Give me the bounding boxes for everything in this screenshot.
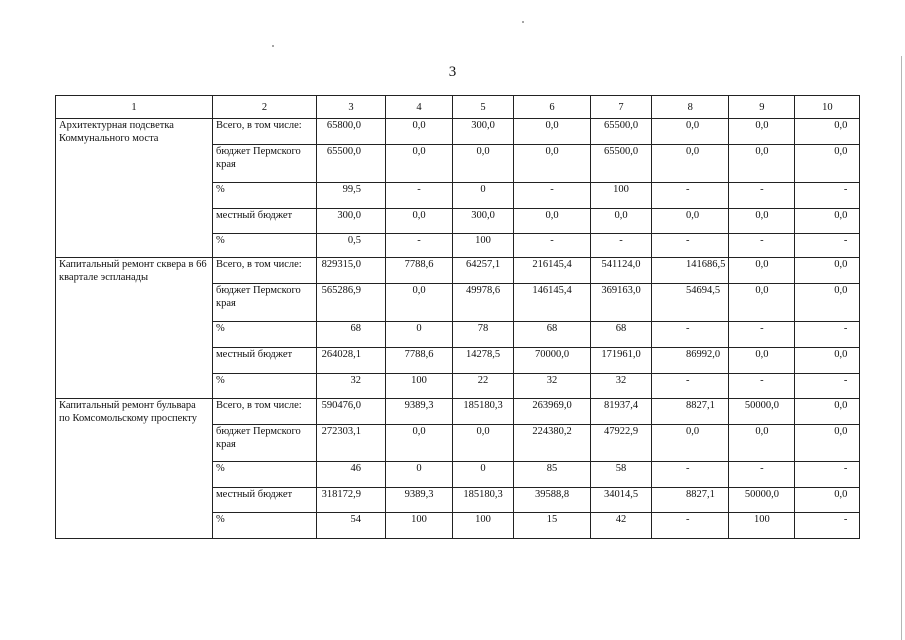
funding-type-cell: бюджет Пермского края <box>213 145 317 183</box>
value-cell-col-8: 0,0 <box>652 425 729 462</box>
value-cell-col-8: 8827,1 <box>652 488 729 513</box>
column-header: 5 <box>453 96 514 119</box>
value-cell-col-10: 0,0 <box>795 209 860 234</box>
value-cell-col-9: 50000,0 <box>729 399 795 425</box>
value-cell-col-9: 0,0 <box>729 425 795 462</box>
value-cell-col-6: 15 <box>514 513 591 539</box>
funding-type-cell: % <box>213 462 317 488</box>
value-cell-col-6: 263969,0 <box>514 399 591 425</box>
value-cell-col-5: 78 <box>453 322 514 348</box>
value-cell-col-5: 185180,3 <box>453 399 514 425</box>
table-row <box>56 399 860 425</box>
value-cell-col-6: 39588,8 <box>514 488 591 513</box>
value-cell-col-10: 0,0 <box>795 425 860 462</box>
value-cell-col-4: - <box>386 234 453 258</box>
funding-type-cell: Всего, в том числе: <box>213 119 317 145</box>
value-cell-col-8: 0,0 <box>652 119 729 145</box>
column-header: 6 <box>514 96 591 119</box>
value-cell-col-10: 0,0 <box>795 488 860 513</box>
value-cell-col-7: 0,0 <box>591 209 652 234</box>
funding-type-cell: % <box>213 234 317 258</box>
page-number: 3 <box>448 64 457 80</box>
value-cell-col-6: 85 <box>514 462 591 488</box>
value-cell-col-10: 0,0 <box>795 258 860 284</box>
value-cell-col-3: 300,0 <box>317 209 386 234</box>
value-cell-col-3: 65800,0 <box>317 119 386 145</box>
value-cell-col-6: 0,0 <box>514 209 591 234</box>
value-cell-col-10: 0,0 <box>795 399 860 425</box>
funding-type-cell: % <box>213 374 317 399</box>
project-name-cell: Архитектурная подсветка Коммунального моста <box>56 119 213 258</box>
value-cell-col-7: 369163,0 <box>591 284 652 322</box>
table-row <box>56 258 860 284</box>
value-cell-col-9: 50000,0 <box>729 488 795 513</box>
value-cell-col-9: 100 <box>729 513 795 539</box>
value-cell-col-3: 565286,9 <box>317 284 386 322</box>
table-row <box>56 119 860 145</box>
column-header: 10 <box>795 96 860 119</box>
value-cell-col-3: 68 <box>317 322 386 348</box>
value-cell-col-5: 14278,5 <box>453 348 514 374</box>
value-cell-col-6: 0,0 <box>514 145 591 183</box>
value-cell-col-8: - <box>652 374 729 399</box>
value-cell-col-6: 224380,2 <box>514 425 591 462</box>
value-cell-col-7: 34014,5 <box>591 488 652 513</box>
value-cell-col-8: 86992,0 <box>652 348 729 374</box>
value-cell-col-3: 46 <box>317 462 386 488</box>
value-cell-col-5: 0 <box>453 183 514 209</box>
value-cell-col-8: - <box>652 183 729 209</box>
funding-type-cell: местный бюджет <box>213 488 317 513</box>
column-header: 3 <box>317 96 386 119</box>
value-cell-col-9: 0,0 <box>729 284 795 322</box>
column-header: 1 <box>56 96 213 119</box>
value-cell-col-4: 0 <box>386 462 453 488</box>
value-cell-col-7: 47922,9 <box>591 425 652 462</box>
project-name-cell: Капитальный ремонт бульвара по Комсомольскому проспекту <box>56 399 213 539</box>
value-cell-col-4: 100 <box>386 513 453 539</box>
value-cell-col-3: 590476,0 <box>317 399 386 425</box>
value-cell-col-10: 0,0 <box>795 145 860 183</box>
value-cell-col-10: - <box>795 462 860 488</box>
value-cell-col-7: - <box>591 234 652 258</box>
value-cell-col-4: 0,0 <box>386 284 453 322</box>
value-cell-col-10: 0,0 <box>795 348 860 374</box>
value-cell-col-6: 216145,4 <box>514 258 591 284</box>
value-cell-col-5: 0,0 <box>453 145 514 183</box>
value-cell-col-5: 100 <box>453 513 514 539</box>
value-cell-col-5: 0,0 <box>453 425 514 462</box>
value-cell-col-5: 22 <box>453 374 514 399</box>
value-cell-col-9: 0,0 <box>729 348 795 374</box>
value-cell-col-4: 100 <box>386 374 453 399</box>
column-header: 9 <box>729 96 795 119</box>
value-cell-col-7: 541124,0 <box>591 258 652 284</box>
value-cell-col-9: - <box>729 234 795 258</box>
value-cell-col-4: - <box>386 183 453 209</box>
value-cell-col-3: 0,5 <box>317 234 386 258</box>
value-cell-col-8: 141686,5 <box>652 258 729 284</box>
value-cell-col-6: 146145,4 <box>514 284 591 322</box>
column-header: 2 <box>213 96 317 119</box>
value-cell-col-5: 49978,6 <box>453 284 514 322</box>
value-cell-col-10: - <box>795 513 860 539</box>
column-header: 4 <box>386 96 453 119</box>
scan-speck <box>272 45 274 47</box>
value-cell-col-10: - <box>795 234 860 258</box>
value-cell-col-4: 0,0 <box>386 425 453 462</box>
value-cell-col-7: 58 <box>591 462 652 488</box>
funding-type-cell: бюджет Пермского края <box>213 425 317 462</box>
value-cell-col-5: 64257,1 <box>453 258 514 284</box>
value-cell-col-10: 0,0 <box>795 284 860 322</box>
scan-speck <box>522 21 524 23</box>
value-cell-col-7: 65500,0 <box>591 119 652 145</box>
scan-edge-line <box>901 56 902 640</box>
value-cell-col-4: 0,0 <box>386 119 453 145</box>
value-cell-col-3: 264028,1 <box>317 348 386 374</box>
value-cell-col-8: 54694,5 <box>652 284 729 322</box>
value-cell-col-10: - <box>795 322 860 348</box>
value-cell-col-3: 829315,0 <box>317 258 386 284</box>
value-cell-col-4: 0,0 <box>386 145 453 183</box>
value-cell-col-10: 0,0 <box>795 119 860 145</box>
value-cell-col-8: - <box>652 462 729 488</box>
value-cell-col-8: - <box>652 234 729 258</box>
funding-type-cell: % <box>213 513 317 539</box>
value-cell-col-6: 70000,0 <box>514 348 591 374</box>
value-cell-col-7: 68 <box>591 322 652 348</box>
value-cell-col-8: 0,0 <box>652 145 729 183</box>
value-cell-col-5: 300,0 <box>453 119 514 145</box>
table-body <box>56 96 860 539</box>
column-header: 7 <box>591 96 652 119</box>
value-cell-col-7: 171961,0 <box>591 348 652 374</box>
project-name-cell: Капитальный ремонт сквера в 66 квартале эспланады <box>56 258 213 399</box>
value-cell-col-7: 42 <box>591 513 652 539</box>
value-cell-col-3: 318172,9 <box>317 488 386 513</box>
value-cell-col-8: 8827,1 <box>652 399 729 425</box>
value-cell-col-4: 9389,3 <box>386 488 453 513</box>
funding-type-cell: местный бюджет <box>213 348 317 374</box>
value-cell-col-5: 185180,3 <box>453 488 514 513</box>
value-cell-col-4: 7788,6 <box>386 348 453 374</box>
funding-type-cell: бюджет Пермского края <box>213 284 317 322</box>
budget-table <box>55 95 860 539</box>
value-cell-col-5: 0 <box>453 462 514 488</box>
column-header: 8 <box>652 96 729 119</box>
value-cell-col-9: 0,0 <box>729 258 795 284</box>
funding-type-cell: Всего, в том числе: <box>213 258 317 284</box>
value-cell-col-6: 68 <box>514 322 591 348</box>
value-cell-col-10: - <box>795 183 860 209</box>
value-cell-col-6: 32 <box>514 374 591 399</box>
value-cell-col-4: 0 <box>386 322 453 348</box>
value-cell-col-9: - <box>729 183 795 209</box>
value-cell-col-4: 7788,6 <box>386 258 453 284</box>
value-cell-col-7: 81937,4 <box>591 399 652 425</box>
value-cell-col-5: 100 <box>453 234 514 258</box>
value-cell-col-9: 0,0 <box>729 119 795 145</box>
value-cell-col-5: 300,0 <box>453 209 514 234</box>
value-cell-col-8: - <box>652 513 729 539</box>
funding-type-cell: % <box>213 322 317 348</box>
value-cell-col-4: 0,0 <box>386 209 453 234</box>
value-cell-col-3: 272303,1 <box>317 425 386 462</box>
value-cell-col-3: 32 <box>317 374 386 399</box>
value-cell-col-10: - <box>795 374 860 399</box>
value-cell-col-9: 0,0 <box>729 209 795 234</box>
value-cell-col-4: 9389,3 <box>386 399 453 425</box>
value-cell-col-7: 32 <box>591 374 652 399</box>
value-cell-col-9: - <box>729 462 795 488</box>
value-cell-col-9: - <box>729 322 795 348</box>
value-cell-col-6: - <box>514 234 591 258</box>
funding-type-cell: местный бюджет <box>213 209 317 234</box>
value-cell-col-3: 65500,0 <box>317 145 386 183</box>
value-cell-col-8: 0,0 <box>652 209 729 234</box>
value-cell-col-8: - <box>652 322 729 348</box>
value-cell-col-6: - <box>514 183 591 209</box>
value-cell-col-7: 100 <box>591 183 652 209</box>
value-cell-col-6: 0,0 <box>514 119 591 145</box>
value-cell-col-9: - <box>729 374 795 399</box>
header-row <box>56 96 860 119</box>
value-cell-col-7: 65500,0 <box>591 145 652 183</box>
value-cell-col-3: 54 <box>317 513 386 539</box>
value-cell-col-3: 99,5 <box>317 183 386 209</box>
funding-type-cell: Всего, в том числе: <box>213 399 317 425</box>
funding-type-cell: % <box>213 183 317 209</box>
value-cell-col-9: 0,0 <box>729 145 795 183</box>
